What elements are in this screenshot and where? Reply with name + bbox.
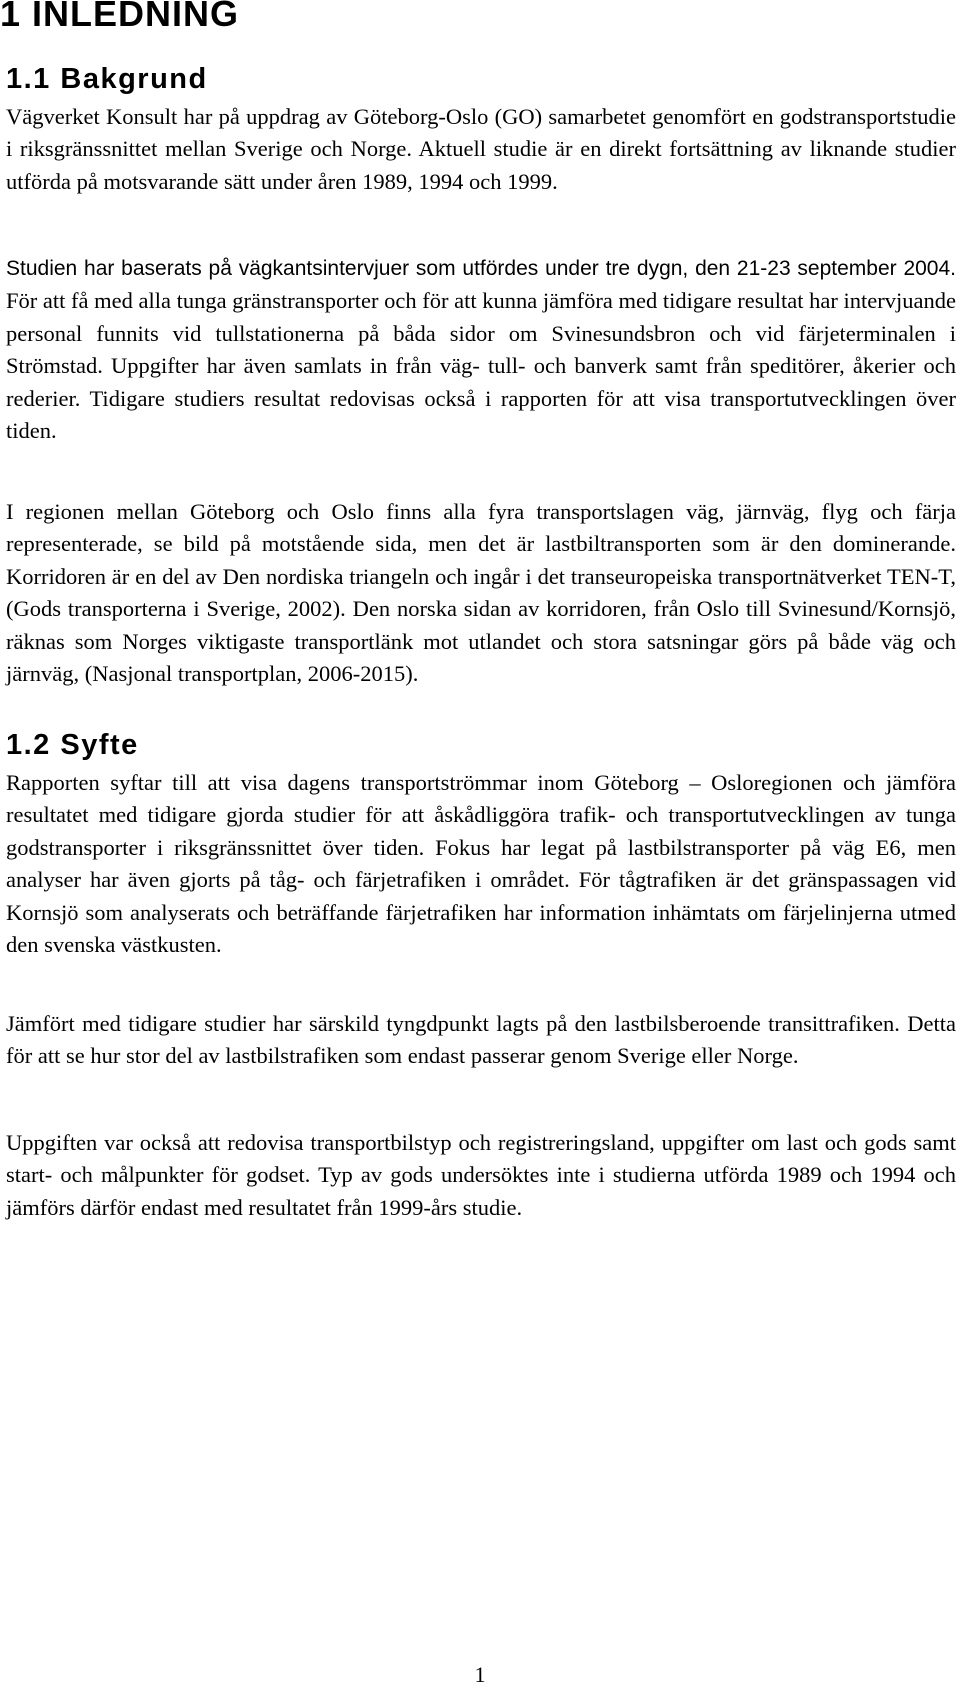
background-paragraph-2-sans-run: Studien har baserats på vägkantsintervjuer som utfördes under tre dygn, den 21-23 september 2004. [6,257,956,280]
chapter-heading: 1 INLEDNING [0,0,240,34]
background-paragraph-3: I regionen mellan Göteborg och Oslo finns alla fyra transportslagen väg, järnväg, flyg och färja representerade, se bild på motstående sida, men det är lastbiltransporten som är den dominerande. Korridoren är en del av Den nordiska triangeln och ingår i det transeuropeiska transportnätverket TEN-T, (Gods transporterna i Sverige, 2002). Den norska sidan av korridoren, från Oslo till Svinesund/Kornsjö, räknas som Norges viktigaste transportlänk mot utlandet och stora satsningar görs på både väg och järnväg, (Nasjonal transportplan, 2006-2015). [6,499,956,687]
background-paragraph-2 [6,252,956,447]
purpose-paragraph-2: Jämfört med tidigare studier har särskild tyngdpunkt lagts på den lastbilsberoende transittrafiken. Detta för att se hur stor del av lastbilstrafiken som endast passerar genom Sverige eller Norge. [6,1011,956,1069]
background-paragraph-2-body: För att få med alla tunga gränstransporter och för att kunna jämföra med tidigare resultat har intervjuande personal funnits vid tullstationerna på båda sidor om Svinesundsbron och vid färjeterminalen i Strömstad. Uppgifter har även samlats in från väg- tull- och banverk samt från speditörer, åkerier och rederier. [6,288,956,411]
background-paragraph-2-tail: Tidigare studiers resultat redovisas också i rapporten för att visa transportutvecklingen över tiden. [6,385,957,444]
section-heading-purpose: 1.2 Syfte [6,729,139,761]
purpose-paragraph-1: Rapporten syftar till att visa dagens transportströmmar inom Göteborg – Osloregionen och jämföra resultatet med tidigare gjorda studier för att åskådliggöra trafik- och transportutvecklingen av tunga godstransporter i riksgränssnittet över tiden. Fokus har legat på lastbilstransporter på väg E6, men analyser har även gjorts på tåg- och färjetrafiken i området. För tågtrafiken är det gränspassagen vid Kornsjö som analyserats och beträffande färjetrafiken har information inhämtats om färjelinjerna utmed den svenska västkusten. [6,770,956,958]
purpose-paragraph-3: Uppgiften var också att redovisa transportbilstyp och registreringsland, uppgifter om last och gods samt start- och målpunkter för godset. Typ av gods undersöktes inte i studierna utförda 1989 och 1994 och jämförs därför endast med resultatet från 1999-års studie. [6,1130,956,1220]
section-heading-background: 1.1 Bakgrund [6,63,208,95]
background-paragraph-1: Vägverket Konsult har på uppdrag av Göteborg-Oslo (GO) samarbetet genomfört en godstransportstudie i riksgränssnittet mellan Sverige och Norge. Aktuell studie är en direkt fortsättning av liknande studier utförda på motsvarande sätt under åren 1989, 1994 och 1999. [6,104,956,194]
page-number: 1 [474,1662,486,1687]
